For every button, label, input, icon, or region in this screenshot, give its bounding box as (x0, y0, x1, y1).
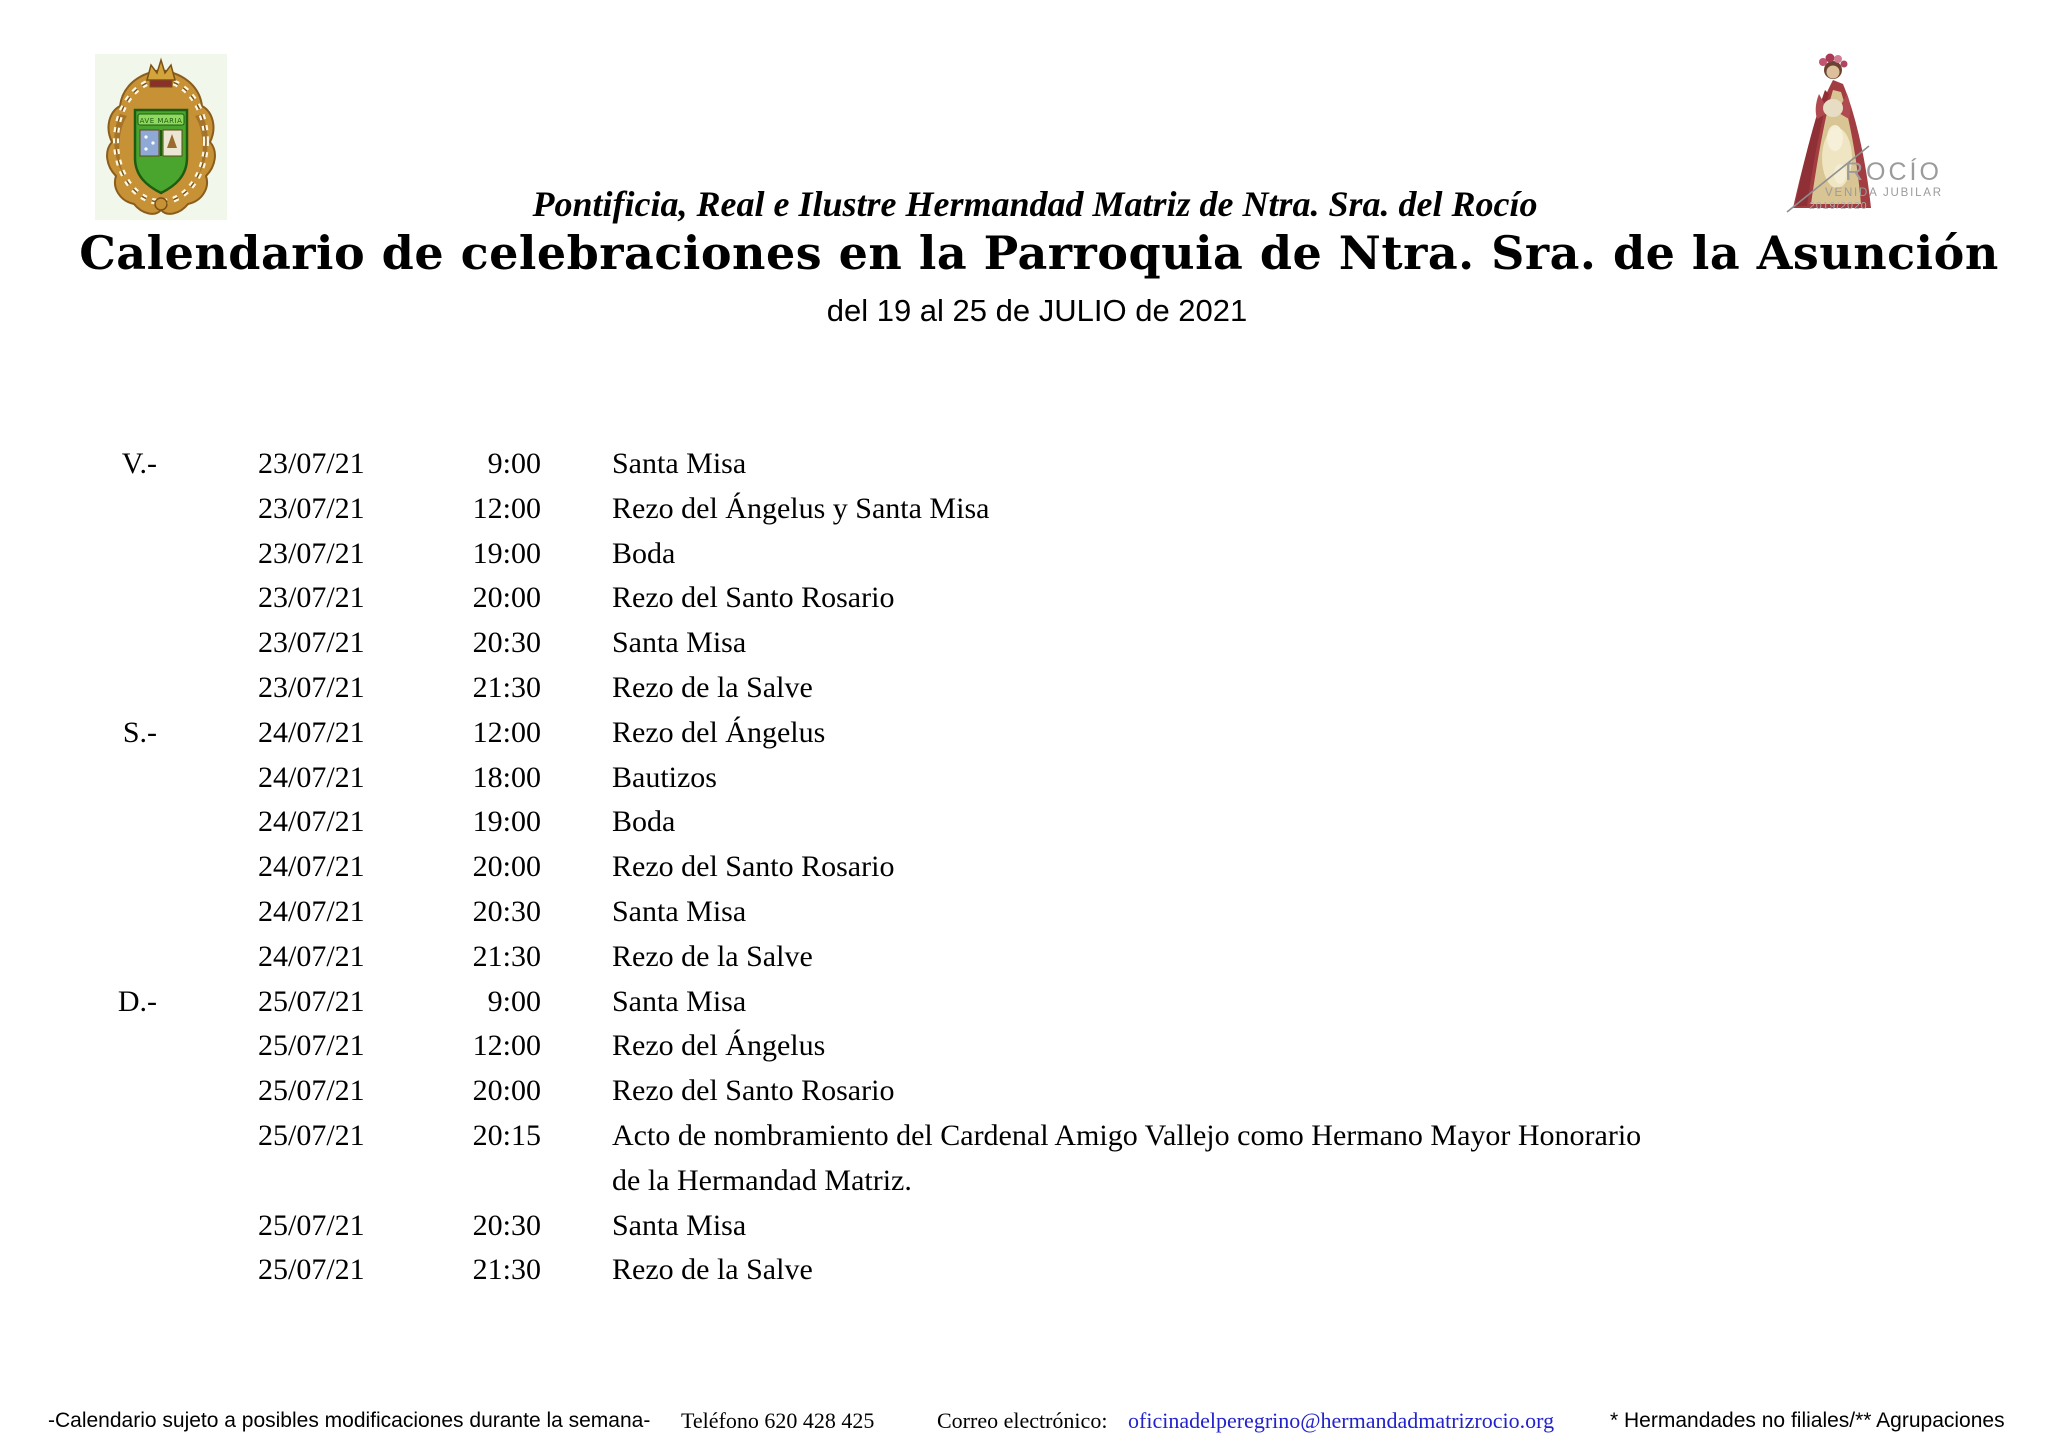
event-cell (541, 1024, 2048, 1069)
date-cell: 23/07/21 (258, 581, 365, 615)
modification-note: -Calendario sujeto a posibles modificaciones durante la semana- (48, 1409, 651, 1432)
day-label (0, 800, 157, 845)
time-cell: 20:00 (472, 581, 541, 615)
event-cell (541, 487, 2048, 532)
table-row (0, 1024, 2048, 1069)
time-cell: 12:00 (472, 491, 541, 525)
event-text: Santa Misa (612, 447, 747, 480)
event-cell (541, 1248, 2048, 1293)
table-row (0, 1114, 2048, 1204)
date-cell: 24/07/21 (258, 850, 365, 884)
time-cell: 12:00 (472, 715, 541, 749)
date-cell: 24/07/21 (258, 894, 365, 928)
day-label (0, 487, 157, 532)
date-cell: 23/07/21 (258, 670, 365, 704)
date-cell: 25/07/21 (258, 1029, 365, 1063)
schedule-table (0, 442, 2048, 1293)
table-row (0, 845, 2048, 890)
email-link[interactable]: oficinadelperegrino@hermandadmatrizrocio.org (1128, 1408, 1555, 1433)
time-cell: 21:30 (472, 1253, 541, 1287)
date-cell: 23/07/21 (258, 447, 365, 480)
date-range: del 19 al 25 de JULIO de 2021 (826, 293, 1248, 328)
time-cell: 9:00 (487, 984, 541, 1018)
time-cell: 20:00 (472, 1074, 541, 1108)
event-text: Boda (612, 805, 676, 839)
day-label (0, 532, 157, 577)
time-cell: 20:30 (472, 1208, 541, 1242)
footnote-legend: * Hermandades no filiales/** Agrupaciones (1610, 1409, 2005, 1432)
date-cell: 25/07/21 (258, 1118, 365, 1152)
event-text: Rezo del Ángelus y Santa Misa (612, 491, 990, 525)
phone-number: Teléfono 620 428 425 (681, 1408, 875, 1433)
event-text: Rezo del Santo Rosario (612, 1074, 895, 1108)
table-row (0, 1069, 2048, 1114)
event-cell (541, 1114, 2048, 1204)
event-text: Boda (612, 536, 676, 570)
crest-motto-text: AVE MARIA (139, 117, 183, 125)
event-cell (541, 890, 2048, 935)
time-cell: 20:00 (472, 850, 541, 884)
event-text: Rezo de la Salve (612, 670, 813, 704)
table-row (0, 756, 2048, 801)
date-cell: 25/07/21 (258, 1253, 365, 1287)
day-label (0, 890, 157, 935)
day-label (0, 621, 157, 666)
event-text: Rezo de la Salve (612, 939, 813, 973)
event-cell (541, 711, 2048, 756)
event-cell (541, 756, 2048, 801)
date-cell: 24/07/21 (258, 805, 365, 839)
event-text: Santa Misa (612, 894, 747, 928)
table-row (0, 666, 2048, 711)
day-label: S.- (122, 715, 157, 749)
rocio-logo-subtitle: VENIDA JUBILAR (1825, 187, 1943, 199)
table-row (0, 935, 2048, 980)
date-cell: 23/07/21 (258, 626, 365, 660)
time-cell: 21:30 (472, 939, 541, 973)
event-text: Rezo del Santo Rosario (612, 581, 895, 615)
event-cell (541, 1204, 2048, 1249)
day-label (0, 1024, 157, 1069)
organization-name: Pontificia, Real e Ilustre Hermandad Matriz de Ntra. Sra. del Rocío (532, 184, 1538, 224)
crest-crown-icon (147, 60, 175, 87)
event-text: Santa Misa (612, 1208, 747, 1242)
day-label (0, 1069, 157, 1114)
table-row (0, 980, 2048, 1025)
day-label (0, 1114, 157, 1204)
email-label: Correo electrónico: (937, 1408, 1108, 1433)
event-cell (541, 576, 2048, 621)
day-label (0, 666, 157, 711)
event-text: Rezo del Santo Rosario (612, 850, 895, 884)
rocio-logo-years: 2019/2020 (1809, 200, 1868, 212)
date-cell: 23/07/21 (258, 536, 365, 570)
table-row (0, 532, 2048, 577)
day-label (0, 1248, 157, 1293)
time-cell: 9:00 (487, 447, 541, 480)
date-cell: 25/07/21 (258, 1208, 365, 1242)
time-cell: 19:00 (472, 805, 541, 839)
table-row (0, 1204, 2048, 1249)
day-label (0, 845, 157, 890)
event-cell (541, 442, 2048, 487)
day-label: V.- (121, 447, 157, 480)
event-cell (541, 980, 2048, 1025)
date-cell: 23/07/21 (258, 491, 365, 525)
table-row (0, 1248, 2048, 1293)
day-label: D.- (117, 984, 157, 1018)
date-cell: 24/07/21 (258, 760, 365, 794)
event-cell (541, 1069, 2048, 1114)
time-cell: 20:30 (472, 894, 541, 928)
table-row (0, 890, 2048, 935)
page-title: Calendario de celebraciones en la Parroquia de Ntra. Sra. de la Asunción (79, 226, 1999, 280)
event-cell (541, 532, 2048, 577)
time-cell: 20:30 (472, 626, 541, 660)
time-cell: 21:30 (472, 670, 541, 704)
table-row (0, 621, 2048, 666)
event-cell (541, 621, 2048, 666)
event-cell (541, 666, 2048, 711)
event-text: Acto de nombramiento del Cardenal Amigo Vallejo como Hermano Mayor Honorario (612, 1118, 1642, 1152)
rocio-logo-title: ROCÍO (1845, 158, 1942, 186)
event-cell (541, 800, 2048, 845)
date-cell: 25/07/21 (258, 984, 365, 1018)
page-footer (0, 1406, 2048, 1440)
day-label (0, 1204, 157, 1249)
time-cell: 20:15 (472, 1118, 541, 1152)
time-cell: 18:00 (472, 760, 541, 794)
date-cell: 25/07/21 (258, 1074, 365, 1108)
event-text: Bautizos (612, 760, 717, 794)
day-label (0, 935, 157, 980)
event-text: Santa Misa (612, 626, 747, 660)
time-cell: 12:00 (472, 1029, 541, 1063)
date-cell: 24/07/21 (258, 939, 365, 973)
table-row (0, 487, 2048, 532)
date-cell: 24/07/21 (258, 715, 365, 749)
day-label (0, 756, 157, 801)
table-row (0, 711, 2048, 756)
event-text: Rezo de la Salve (612, 1253, 813, 1287)
crest-shield-icon (135, 110, 187, 193)
event-cell (541, 845, 2048, 890)
time-cell: 19:00 (472, 536, 541, 570)
table-row (0, 576, 2048, 621)
table-row (0, 800, 2048, 845)
table-row (0, 442, 2048, 487)
event-text: Rezo del Ángelus (612, 715, 826, 749)
event-text: Santa Misa (612, 984, 747, 1018)
day-label (0, 576, 157, 621)
event-text: Rezo del Ángelus (612, 1029, 826, 1063)
event-cell (541, 935, 2048, 980)
event-text-continued: de la Hermandad Matriz. (612, 1163, 912, 1197)
